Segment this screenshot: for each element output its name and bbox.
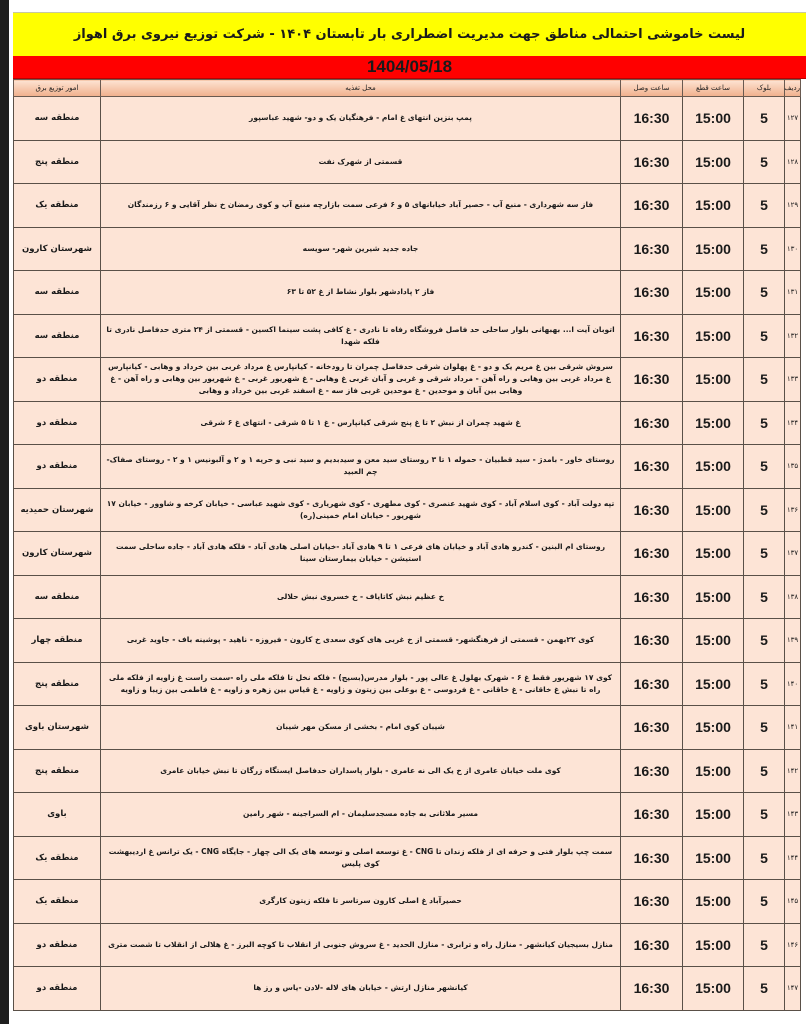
table-row xyxy=(14,271,801,315)
row-region: شهرستان حمیدیه xyxy=(14,488,101,532)
row-cut-time: 15:00 xyxy=(683,793,744,837)
table-row xyxy=(14,967,801,1011)
row-connect-time: 16:30 xyxy=(621,793,683,837)
row-region: منطقه پنج xyxy=(14,749,101,793)
row-location: کوی ۱۷ شهریور فقط غ ۶ - شهرک بهلول غ عالی پور - بلوار مدرس(بسیج) - فلکه نخل تا فلکه ملی راه -سمت راست غ زاویه از فلکه ملی راه تا نبش غ خاقانی - غ خاقانی - غ فردوسی - غ بوعلی بین زیتون و زاویه - غ قیاس بین زهره و زاویه - غ فاطمی بین زیبا و زاویه xyxy=(101,662,621,706)
row-cut-time: 15:00 xyxy=(683,967,744,1011)
row-cut-time: 15:00 xyxy=(683,401,744,445)
row-cut-time: 15:00 xyxy=(683,706,744,750)
row-location: جاده جدید شیرین شهر- سویسه xyxy=(101,227,621,271)
row-location: سروش شرقی بین غ مریم یک و دو - غ پهلوان شرقی حدفاصل چمران تا رودخانه - کیانپارس غ مرداد غربی بین خرداد و وهابی - کیانپارس غ مرداد غربی بین وهابی و راه آهن - مرداد شرقی و غربی و آبان غربی غ وهابی - غ شهریور غربی - غ شهریور بین وهابی و راه آهن - غ وهابی بین آبان و موحدین - غ موحدین غربی فاز سه - غ اسفند غربی بین خرداد و وهابی xyxy=(101,358,621,402)
row-block: 5 xyxy=(744,662,785,706)
row-region: شهرستان کارون xyxy=(14,227,101,271)
row-region: منطقه دو xyxy=(14,358,101,402)
table-row xyxy=(14,836,801,880)
table-row xyxy=(14,358,801,402)
row-region: منطقه دو xyxy=(14,967,101,1011)
row-index: ۱۴۴ xyxy=(785,836,801,880)
row-connect-time: 16:30 xyxy=(621,314,683,358)
row-block: 5 xyxy=(744,140,785,184)
window-edge xyxy=(0,0,9,1024)
table-row xyxy=(14,662,801,706)
row-block: 5 xyxy=(744,923,785,967)
row-region: منطقه دو xyxy=(14,445,101,489)
row-block: 5 xyxy=(744,967,785,1011)
row-block: 5 xyxy=(744,532,785,576)
row-block: 5 xyxy=(744,836,785,880)
row-cut-time: 15:00 xyxy=(683,619,744,663)
table-row xyxy=(14,880,801,924)
row-connect-time: 16:30 xyxy=(621,967,683,1011)
row-connect-time: 16:30 xyxy=(621,227,683,271)
row-location: کیانشهر منازل ارتش - خیابان های لاله -لادن -یاس و رز ها xyxy=(101,967,621,1011)
row-index: ۱۳۹ xyxy=(785,619,801,663)
row-cut-time: 15:00 xyxy=(683,227,744,271)
row-block: 5 xyxy=(744,749,785,793)
row-index: ۱۴۱ xyxy=(785,706,801,750)
row-cut-time: 15:00 xyxy=(683,880,744,924)
table-row xyxy=(14,706,801,750)
row-location: حصیرآباد غ اصلی کارون سرتاسر تا فلکه زیتون کارگری xyxy=(101,880,621,924)
row-block: 5 xyxy=(744,358,785,402)
row-cut-time: 15:00 xyxy=(683,532,744,576)
table-row xyxy=(14,314,801,358)
row-region: منطقه سه xyxy=(14,575,101,619)
table-row xyxy=(14,532,801,576)
row-cut-time: 15:00 xyxy=(683,97,744,141)
table-row xyxy=(14,184,801,228)
table-row xyxy=(14,488,801,532)
table-row xyxy=(14,923,801,967)
table-row xyxy=(14,140,801,184)
row-connect-time: 16:30 xyxy=(621,445,683,489)
row-region: منطقه پنج xyxy=(14,662,101,706)
row-cut-time: 15:00 xyxy=(683,445,744,489)
row-cut-time: 15:00 xyxy=(683,271,744,315)
row-location: فاز ۲ پادادشهر بلوار نشاط از غ ۵۲ تا ۶۳ xyxy=(101,271,621,315)
row-cut-time: 15:00 xyxy=(683,575,744,619)
row-region: منطقه چهار xyxy=(14,619,101,663)
row-block: 5 xyxy=(744,575,785,619)
row-region: منطقه سه xyxy=(14,97,101,141)
table-row xyxy=(14,401,801,445)
row-connect-time: 16:30 xyxy=(621,532,683,576)
row-location: غ شهید چمران از نبش ۲ تا غ پنج شرقی کیانپارس - غ ۱ تا ۵ شرقی - انتهای غ ۶ شرقی xyxy=(101,401,621,445)
row-cut-time: 15:00 xyxy=(683,749,744,793)
row-index: ۱۴۳ xyxy=(785,793,801,837)
row-index: ۱۴۷ xyxy=(785,967,801,1011)
row-connect-time: 16:30 xyxy=(621,749,683,793)
row-connect-time: 16:30 xyxy=(621,706,683,750)
row-cut-time: 15:00 xyxy=(683,488,744,532)
row-connect-time: 16:30 xyxy=(621,401,683,445)
row-location: سمت چپ بلوار فنی و حرفه ای از فلکه زندان تا CNG - غ توسعه اصلی و توسعه های یک الی چهار - جایگاه CNG - یک ترانس غ اردیبهشت کوی پلیس xyxy=(101,836,621,880)
row-block: 5 xyxy=(744,793,785,837)
row-location: منازل بسیجیان کیانشهر - منازل راه و ترابری - منازل الحدید - غ سروش جنوبی از انقلاب تا کوچه البرز - غ هلالی از انقلاب تا شصت متری xyxy=(101,923,621,967)
header-index: ردیف xyxy=(785,80,801,97)
row-location: شیبان کوی امام - بخشی از مسکن مهر شیبان xyxy=(101,706,621,750)
table-row xyxy=(14,793,801,837)
row-index: ۱۳۱ xyxy=(785,271,801,315)
row-region: منطقه سه xyxy=(14,271,101,315)
row-index: ۱۳۳ xyxy=(785,358,801,402)
row-cut-time: 15:00 xyxy=(683,836,744,880)
outage-schedule-sheet xyxy=(13,12,806,1011)
header-block: بلوک xyxy=(744,80,785,97)
row-location: روستای خاور - بامدژ - سید قطبیان - حموله ۱ تا ۳ روستای سید معن و سیدبدیم و سید نبی و حریه ۱ و ۲ و آلبونیس ۱ و ۲ - روستای صفاک-چم العبید xyxy=(101,445,621,489)
outage-table xyxy=(13,79,801,1011)
row-block: 5 xyxy=(744,184,785,228)
row-connect-time: 16:30 xyxy=(621,575,683,619)
header-region: امور توزیع برق xyxy=(14,80,101,97)
table-row xyxy=(14,619,801,663)
row-connect-time: 16:30 xyxy=(621,923,683,967)
row-cut-time: 15:00 xyxy=(683,358,744,402)
row-connect-time: 16:30 xyxy=(621,97,683,141)
row-index: ۱۴۰ xyxy=(785,662,801,706)
row-location: قسمتی از شهرک نفت xyxy=(101,140,621,184)
header-connect-time: ساعت وصل xyxy=(621,80,683,97)
row-location: اتوبان آیت ا... بهبهانی بلوار ساحلی حد فاصل فروشگاه رفاه تا نادری - غ کافی پشت سینما اکسین - قسمتی از ۲۴ متری حدفاصل نادری تا فلکه شهدا xyxy=(101,314,621,358)
row-region: باوی xyxy=(14,793,101,837)
table-header-row xyxy=(14,80,801,97)
row-block: 5 xyxy=(744,445,785,489)
row-location: فاز سه شهرداری - منبع آب - حصیر آباد خیابانهای ۵ و ۶ فرعی سمت بازارچه منبع آب و کوی رمضان خ نظر آقایی و ۶ رزمندگان xyxy=(101,184,621,228)
row-index: ۱۴۵ xyxy=(785,880,801,924)
table-row xyxy=(14,227,801,271)
row-cut-time: 15:00 xyxy=(683,662,744,706)
row-index: ۱۳۵ xyxy=(785,445,801,489)
document-title: لیست خاموشی احتمالی مناطق جهت مدیریت اضطراری بار تابستان ۱۴۰۴ - شرکت توزیع نیروی برق اهواز xyxy=(13,12,806,56)
row-block: 5 xyxy=(744,706,785,750)
row-connect-time: 16:30 xyxy=(621,271,683,315)
row-region: شهرستان باوی xyxy=(14,706,101,750)
row-connect-time: 16:30 xyxy=(621,880,683,924)
row-connect-time: 16:30 xyxy=(621,184,683,228)
row-region: منطقه پنج xyxy=(14,140,101,184)
row-cut-time: 15:00 xyxy=(683,140,744,184)
row-index: ۱۲۷ xyxy=(785,97,801,141)
row-connect-time: 16:30 xyxy=(621,619,683,663)
row-index: ۱۳۸ xyxy=(785,575,801,619)
row-cut-time: 15:00 xyxy=(683,184,744,228)
row-connect-time: 16:30 xyxy=(621,140,683,184)
row-location: کوی ۲۲بهمن - قسمتی از فرهنگشهر- قسمتی از خ غربی های کوی سعدی خ کارون - فیروزه - ناهید - پوشینه باف - جاوید غربی xyxy=(101,619,621,663)
row-region: منطقه سه xyxy=(14,314,101,358)
row-block: 5 xyxy=(744,619,785,663)
row-index: ۱۴۶ xyxy=(785,923,801,967)
row-location: مسیر ملاثانی به جاده مسجدسلیمان - ام السراجینه - شهر رامین xyxy=(101,793,621,837)
row-block: 5 xyxy=(744,227,785,271)
row-connect-time: 16:30 xyxy=(621,488,683,532)
row-region: منطقه یک xyxy=(14,184,101,228)
header-location: محل تغذیه xyxy=(101,80,621,97)
row-block: 5 xyxy=(744,271,785,315)
row-connect-time: 16:30 xyxy=(621,358,683,402)
row-block: 5 xyxy=(744,97,785,141)
row-cut-time: 15:00 xyxy=(683,314,744,358)
row-region: منطقه دو xyxy=(14,401,101,445)
table-row xyxy=(14,575,801,619)
row-location: خ عظیم نبش کاتایاف - خ خسروی نبش حلالی xyxy=(101,575,621,619)
row-block: 5 xyxy=(744,880,785,924)
row-index: ۱۳۷ xyxy=(785,532,801,576)
row-block: 5 xyxy=(744,401,785,445)
row-region: منطقه یک xyxy=(14,836,101,880)
row-index: ۱۴۲ xyxy=(785,749,801,793)
row-index: ۱۳۲ xyxy=(785,314,801,358)
table-row xyxy=(14,749,801,793)
row-location: پمپ بنزین انتهای غ امام - فرهنگیان یک و دو- شهید عباسپور xyxy=(101,97,621,141)
row-region: شهرستان کارون xyxy=(14,532,101,576)
row-block: 5 xyxy=(744,488,785,532)
row-region: منطقه دو xyxy=(14,923,101,967)
row-location: کوی ملت خیابان عامری از خ یک الی نه عامری - بلوار پاسداران حدفاصل ایستگاه زرگان تا نبش خیابان عامری xyxy=(101,749,621,793)
row-connect-time: 16:30 xyxy=(621,662,683,706)
row-index: ۱۳۴ xyxy=(785,401,801,445)
row-region: منطقه یک xyxy=(14,880,101,924)
table-row xyxy=(14,445,801,489)
row-index: ۱۳۶ xyxy=(785,488,801,532)
table-row xyxy=(14,97,801,141)
schedule-date: 1404/05/18 xyxy=(13,56,806,79)
row-index: ۱۲۸ xyxy=(785,140,801,184)
row-index: ۱۳۰ xyxy=(785,227,801,271)
row-index: ۱۲۹ xyxy=(785,184,801,228)
row-location: تپه دولت آباد - کوی اسلام آباد - کوی شهید عنصری - کوی مطهری - کوی شهریاری - کوی شهید عباسی - خیابان کرخه و شاوور - خیابان ۱۷ شهریور - خیابان امام خمینی(ره) xyxy=(101,488,621,532)
header-cut-time: ساعت قطع xyxy=(683,80,744,97)
row-block: 5 xyxy=(744,314,785,358)
row-connect-time: 16:30 xyxy=(621,836,683,880)
row-location: روستای ام البنین - کندرو هادی آباد و خیابان های فرعی ۱ تا ۹ هادی آباد -خیابان اصلی هادی آباد - فلکه هادی آباد - جاده ساحلی سمت استیشن - خیابان بیمارستان سینا xyxy=(101,532,621,576)
row-cut-time: 15:00 xyxy=(683,923,744,967)
